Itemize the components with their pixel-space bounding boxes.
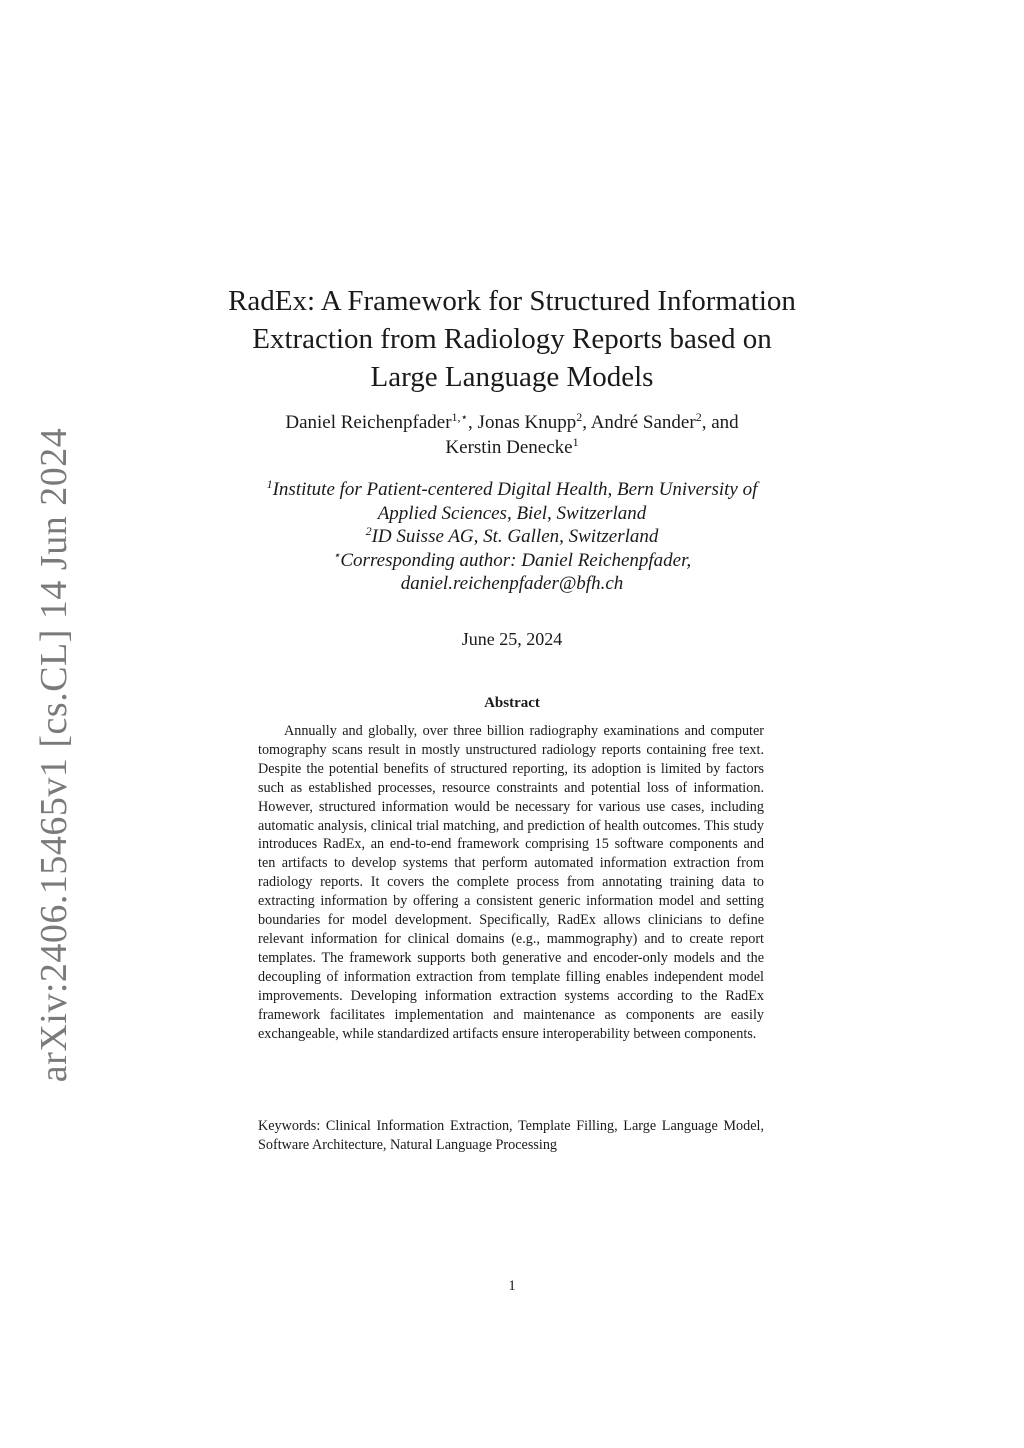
paper-title bbox=[0, 282, 1024, 396]
corresponding-author-line-1 bbox=[0, 549, 1024, 573]
affiliation-marker: 2 bbox=[365, 524, 372, 538]
affiliation-1-line-1 bbox=[0, 478, 1024, 502]
affiliation-text: Institute for Patient-centered Digital Health, Bern University of bbox=[272, 479, 758, 500]
author-line-1 bbox=[0, 410, 1024, 435]
title-line-2: Extraction from Radiology Reports based on bbox=[252, 323, 772, 355]
author-name: Kerstin Denecke bbox=[445, 437, 573, 458]
corresponding-author-email: daniel.reichenpfader@bfh.ch bbox=[400, 573, 624, 594]
corresponding-marker: ⋆ bbox=[332, 547, 341, 562]
keywords: Keywords: Clinical Information Extraction, Template Filling, Large Language Model, Software Architecture, Natural Language Processing bbox=[258, 1118, 764, 1153]
paper-date: June 25, 2024 bbox=[461, 629, 563, 649]
arxiv-identifier-text: arXiv:2406.15465v1 [cs.CL] 14 Jun 2024 bbox=[33, 427, 76, 1083]
title-line-3: Large Language Models bbox=[370, 361, 654, 393]
affiliation-text: ID Suisse AG, St. Gallen, Switzerland bbox=[371, 526, 659, 547]
author-affiliation-marker: 2 bbox=[695, 410, 702, 424]
affiliation-1-line-2: Applied Sciences, Biel, Switzerland bbox=[377, 502, 647, 524]
author-conjunction: , and bbox=[701, 412, 739, 433]
author-list bbox=[0, 410, 1024, 460]
abstract-heading: Abstract bbox=[484, 695, 540, 711]
author-name: , Jonas Knupp bbox=[468, 412, 577, 433]
author-affiliation-marker: 2 bbox=[576, 410, 583, 424]
page-number: 1 bbox=[508, 1278, 516, 1294]
affiliation-marker: 1 bbox=[266, 477, 273, 491]
corresponding-text: Corresponding author: Daniel Reichenpfader, bbox=[340, 549, 692, 571]
author-name: , André Sander bbox=[582, 412, 696, 433]
affiliations bbox=[0, 478, 1024, 596]
author-affiliation-marker: 1,⋆ bbox=[451, 410, 469, 424]
title-line-1: RadEx: A Framework for Structured Information bbox=[228, 285, 796, 317]
abstract-body: Annually and globally, over three billion radiography examinations and computer tomography scans result in mostly unstructured radiology reports containing free text. Despite the potential benefits of structured reporting, its adoption is limited by factors such as established processes, resource constraints and potential loss of information. However, structured information would be necessary for various use cases, including automatic analysis, clinical trial matching, and prediction of health outcomes. This study introduces RadEx, an end-to-end framework comprising 15 software components and ten artifacts to develop systems that perform automated information extraction from radiology reports. It covers the complete process from annotating training data to extracting information by offering a consistent generic information model and setting boundaries for model development. Specifically, RadEx allows clinicians to define relevant information for clinical domains (e.g., mammography) and to create report templates. The framework supports both generative and encoder-only models and the decoupling of information extraction from template filling enables independent model improvements. Developing information extraction systems according to the RadEx framework facilitates implementation and maintenance as components are easily exchangeable, while standardized artifacts ensure interoperability between components. bbox=[258, 723, 764, 1042]
affiliation-2 bbox=[0, 525, 1024, 549]
author-affiliation-marker: 1 bbox=[572, 435, 579, 449]
author-line-2 bbox=[0, 435, 1024, 460]
author-name: Daniel Reichenpfader bbox=[285, 412, 452, 433]
